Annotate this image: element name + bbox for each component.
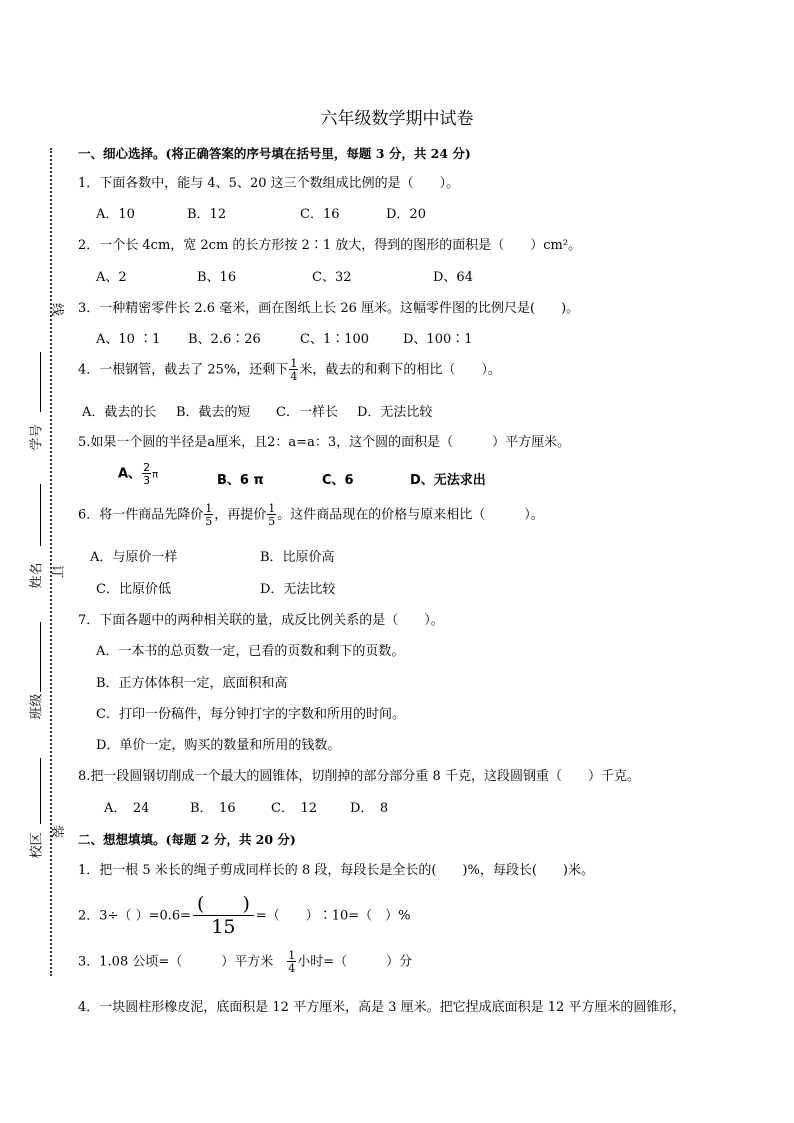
fill-q3-text-post: 小时=（ ）分	[297, 954, 413, 970]
q2-option-b: B、16	[197, 270, 237, 285]
binding-mark-bind: 装	[49, 824, 65, 839]
q6-fraction-1-numerator: 1	[205, 502, 213, 515]
student-id-label: 学号	[29, 424, 45, 451]
binding-dotted-line	[50, 148, 52, 976]
q6-option-d: D．无法比较	[260, 582, 336, 597]
q5-option-a-numerator: 2	[143, 461, 151, 474]
campus-blank	[40, 758, 41, 824]
binding-mark-line: 线	[49, 302, 65, 317]
q6-option-a: A．与原价一样	[90, 550, 178, 565]
q6-option-c: C．比原价低	[96, 582, 171, 597]
name-label: 姓名	[29, 562, 45, 589]
name-blank	[40, 484, 41, 546]
q8-text: 8.把一段圆钢切削成一个最大的圆锥体，切削掉的部分部分重 8 千克，这段圆钢重（ ）千克。	[78, 769, 640, 784]
q8-option-b: B． 16	[190, 801, 236, 816]
q6-fraction-2	[267, 503, 276, 527]
class-label: 班级	[29, 693, 45, 720]
class-blank	[40, 622, 41, 692]
q1-option-b: B．12	[187, 207, 227, 222]
q3-option-a: A、10 ∶1	[96, 332, 161, 347]
fill-q3-fraction-numerator: 1	[288, 949, 296, 962]
q4-text-post: 米，截去的和剩下的相比（ ）。	[299, 362, 501, 378]
q2-text: 2．一个长 4cm，宽 2cm 的长方形按 2∶1 放大，得到的图形的面积是（ ）cm²。	[78, 238, 582, 253]
q5-option-a-pi: π	[152, 469, 159, 481]
fill-q2-text	[78, 895, 411, 937]
q6-fraction-1	[204, 503, 213, 527]
fill-q2-text-post: =（ ）∶10=（ ）%	[255, 908, 411, 924]
q4-text-pre: 4．一根钢管，截去了 25%，还剩下	[78, 362, 289, 378]
page-title: 六年级数学期中试卷	[320, 109, 474, 129]
q2-option-c: C、32	[312, 270, 352, 285]
q7-option-d: D．单价一定，购买的数量和所用的钱数。	[96, 738, 341, 753]
binding-mark-staple: 订	[49, 564, 65, 579]
q6-text-post: 。这件商品现在的价格与原来相比（ ）。	[277, 507, 544, 523]
fill-q2-text-pre: 2．3÷（ ）=0.6=	[78, 908, 192, 924]
q1-option-a: A．10	[96, 207, 135, 222]
campus-label: 校区	[29, 832, 45, 859]
q4-option-b: B．截去的短	[176, 405, 251, 420]
q8-option-d: D． 8	[350, 801, 389, 816]
q6-fraction-1-denominator: 5	[205, 515, 213, 528]
q8-option-c: C． 12	[271, 801, 317, 816]
q5-option-a-prefix: A、	[118, 466, 142, 482]
fill-q2-fraction	[193, 895, 254, 937]
section2-heading: 二、想想填填。(每题 2 分，共 20 分)	[78, 832, 296, 847]
fill-q3-fraction	[287, 950, 296, 974]
q4-fraction-numerator: 1	[290, 357, 298, 370]
q6-text-pre: 6．将一件商品先降价	[78, 507, 204, 523]
q3-option-c: C、1∶100	[300, 332, 370, 347]
q7-text: 7．下面各题中的两种相关联的量，成反比例关系的是（ ）。	[78, 613, 444, 628]
q4-option-d: D．无法比较	[357, 405, 433, 420]
q6-option-b: B．比原价高	[260, 550, 335, 565]
q8-option-a: A． 24	[104, 801, 150, 816]
q4-fraction-denominator: 4	[290, 370, 298, 383]
q5-text: 5.如果一个圆的半径是a厘米，且2：a=a：3，这个圆的面积是（ ）平方厘米。	[78, 435, 571, 450]
q5-option-d: D、无法求出	[410, 473, 486, 488]
q6-text	[78, 503, 544, 527]
q7-option-c: C．打印一份稿件，每分钟打字的字数和所用的时间。	[96, 707, 405, 722]
fill-q1-text: 1．把一根 5 米长的绳子剪成同样长的 8 段，每段长是全长的( )%，每段长( )米。	[78, 863, 594, 878]
fill-q4-text: 4．一块圆柱形橡皮泥，底面积是 12 平方厘米，高是 3 厘米。把它捏成底面积是 12 平方厘米的圆锥形，	[78, 1000, 686, 1015]
q2-option-a: A、2	[96, 270, 127, 285]
q4-fraction	[289, 358, 298, 382]
q7-option-a: A．一本书的总页数一定，已看的页数和剩下的页数。	[96, 644, 405, 659]
student-id-blank	[40, 352, 41, 412]
q7-option-b: B．正方体体积一定，底面积和高	[96, 676, 288, 691]
fill-q3-fraction-denominator: 4	[288, 962, 296, 975]
fill-q3-text-pre: 3．1.08 公顷=（ ）平方米	[78, 954, 274, 970]
fill-q2-fraction-denominator: 15	[211, 916, 236, 938]
q4-text	[78, 358, 501, 382]
section1-heading: 一、细心选择。(将正确答案的序号填在括号里，每题 3 分，共 24 分)	[78, 146, 471, 161]
q6-text-mid: ，再提价	[214, 507, 267, 523]
q1-option-d: D．20	[386, 207, 426, 222]
q1-option-c: C．16	[300, 207, 340, 222]
q5-option-b: B、6 π	[217, 473, 264, 488]
q5-option-a-denominator: 3	[143, 474, 151, 487]
q3-option-d: D、100∶1	[403, 332, 473, 347]
q3-option-b: B、2.6∶26	[188, 332, 261, 347]
q2-option-d: D、64	[433, 270, 473, 285]
q5-option-a-fraction	[142, 462, 151, 486]
q4-option-c: C．一样长	[276, 405, 338, 420]
q3-text: 3．一种精密零件长 2.6 毫米，画在图纸上长 26 厘米。这幅零件图的比例尺是( )。	[78, 301, 580, 316]
q1-text: 1．下面各数中，能与 4、5、20 这三个数组成比例的是（ ）。	[78, 176, 460, 191]
q5-option-c: C、6	[322, 473, 354, 488]
fill-q3-text	[78, 950, 412, 974]
q4-option-a: A．截去的长	[82, 405, 157, 420]
q6-fraction-2-denominator: 5	[268, 515, 276, 528]
q5-option-a	[118, 462, 158, 486]
fill-q2-fraction-numerator: ( )	[193, 895, 254, 916]
q6-fraction-2-numerator: 1	[268, 502, 276, 515]
